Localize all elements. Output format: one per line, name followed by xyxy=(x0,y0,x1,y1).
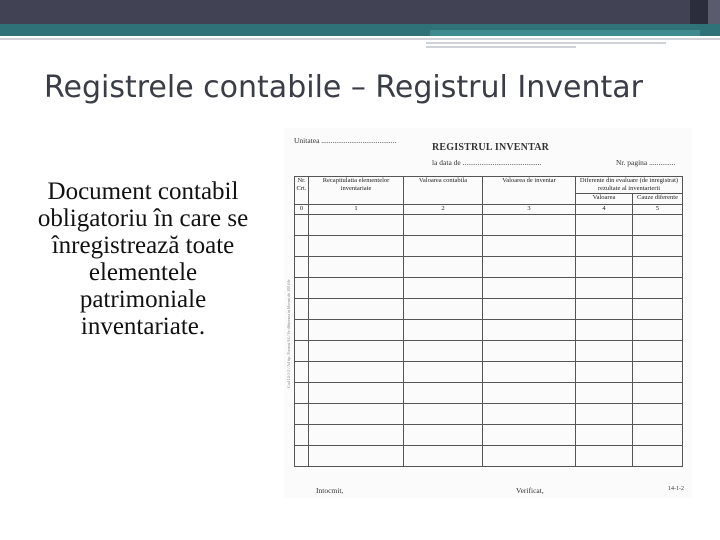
top-header-accent xyxy=(708,0,720,24)
table-row xyxy=(295,278,683,299)
decor-rule xyxy=(426,42,666,44)
form-page-label: Nr. pagina .............. xyxy=(616,158,676,167)
table-row xyxy=(295,425,683,446)
table-row xyxy=(295,257,683,278)
top-header-bar xyxy=(0,0,720,24)
register-table xyxy=(294,176,683,467)
register-form-image xyxy=(284,128,692,498)
form-footer-code: 14-1-2 xyxy=(668,486,684,492)
table-row xyxy=(295,236,683,257)
table-row xyxy=(295,320,683,341)
table-row xyxy=(295,299,683,320)
header-differences: Diferente din evaluare (de inregistrat) rezultate al inventarierii xyxy=(576,177,683,194)
form-footer-left: Intocmit, xyxy=(316,486,344,495)
decor-rule xyxy=(426,46,576,48)
column-number: 5 xyxy=(633,205,683,215)
column-number: 2 xyxy=(404,205,483,215)
form-side-text: Cod 14-1-2 / A4 tip. Format A4 / Se difuzeaza in blocuri de 100 file xyxy=(286,279,291,388)
header-nr: Nr. Crt. xyxy=(295,177,309,205)
form-unit-label: Unitatea ........................................ xyxy=(294,136,397,145)
slide-body-text: Document contabil obligatoriu în care se înregistrează toate elementele patrimoniale inventariate. xyxy=(37,178,249,340)
form-date-label: la data de .......................................... xyxy=(432,158,542,167)
slide-title: Registrele contabile – Registrul Inventar xyxy=(44,70,643,105)
form-footer-right: Verificat, xyxy=(516,486,544,495)
table-row xyxy=(295,383,683,404)
column-number: 0 xyxy=(295,205,309,215)
table-row xyxy=(295,215,683,236)
table-row xyxy=(295,341,683,362)
header-value: Valoarea xyxy=(576,194,633,205)
table-row xyxy=(295,404,683,425)
header-cause: Cauze diferente xyxy=(633,194,683,205)
column-number: 1 xyxy=(309,205,404,215)
table-row xyxy=(295,446,683,467)
header-elements: Recapitulatia elementelor inventariate xyxy=(309,177,404,205)
column-number: 4 xyxy=(576,205,633,215)
accent-band-highlight xyxy=(430,30,700,36)
decor-rule xyxy=(0,38,720,40)
header-inventory-value: Valoarea de inventar xyxy=(483,177,576,205)
form-title: REGISTRUL INVENTAR xyxy=(432,142,550,153)
table-row xyxy=(295,362,683,383)
column-number: 3 xyxy=(483,205,576,215)
header-accounting-value: Valoarea contabila xyxy=(404,177,483,205)
